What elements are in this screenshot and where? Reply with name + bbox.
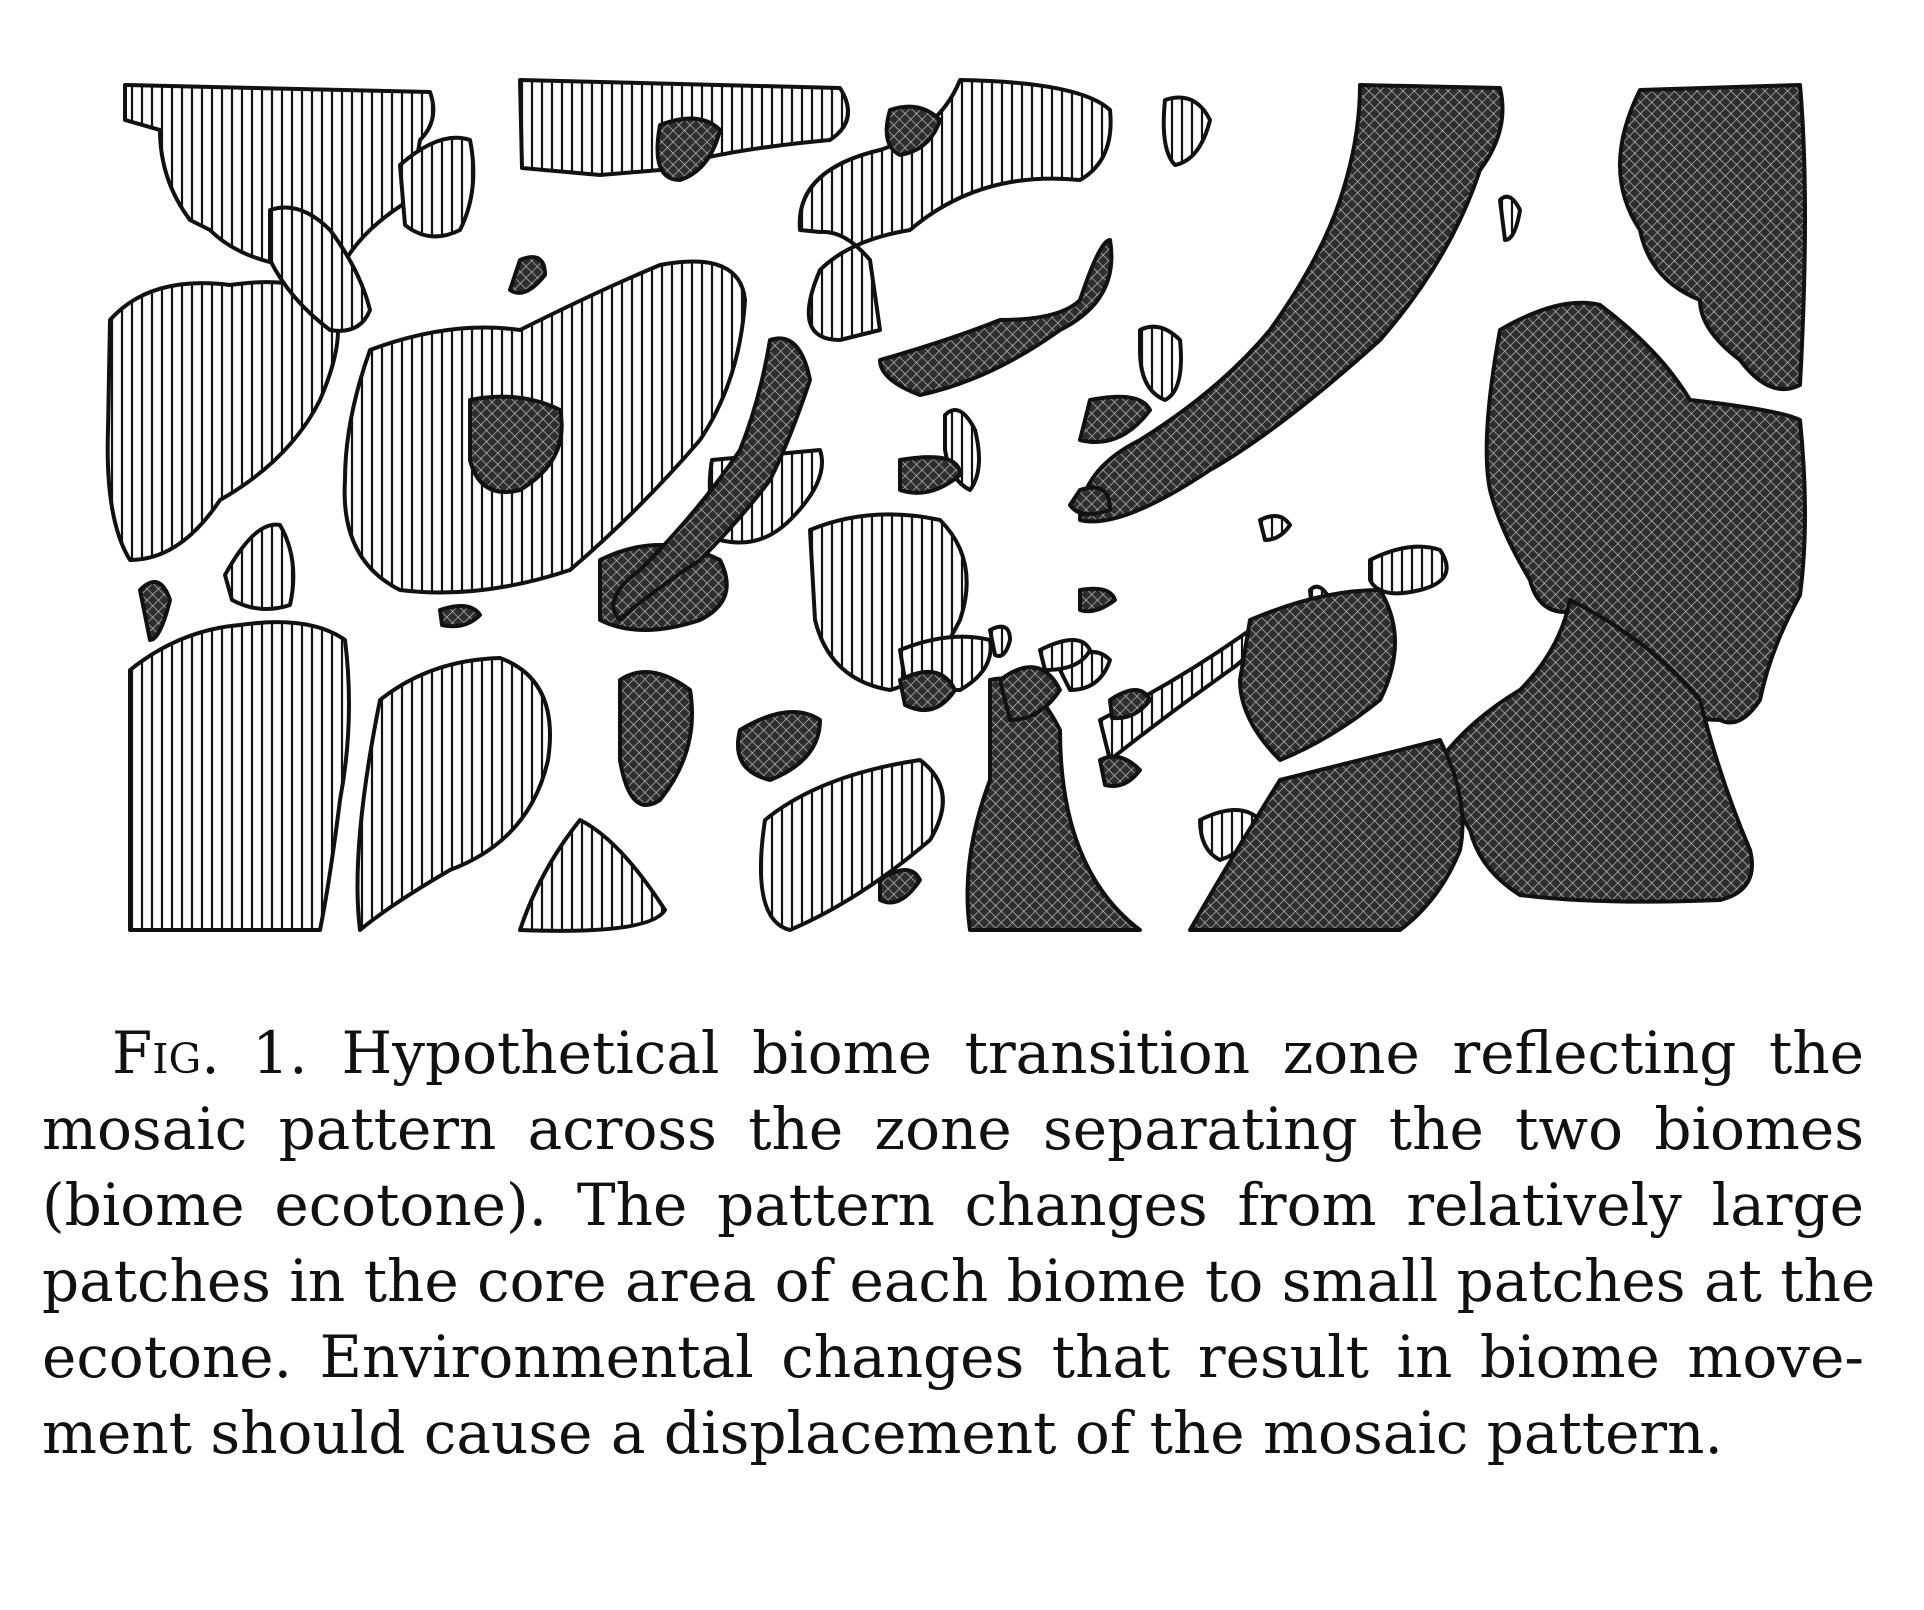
striped-patch — [761, 760, 943, 930]
striped-patch — [1260, 516, 1290, 540]
figure-label: Fig. 1. — [112, 1019, 308, 1087]
crosshatch-patch — [140, 582, 170, 640]
crosshatch-patch — [1080, 85, 1503, 521]
striped-patch — [1164, 98, 1210, 166]
caption-line: mosaic pattern across the zone separating the two biomes — [42, 1095, 1864, 1163]
striped-patch — [1370, 547, 1447, 594]
crosshatch-patch — [880, 870, 920, 903]
crosshatch-patch — [1100, 757, 1140, 786]
striped-patch — [225, 525, 293, 609]
crosshatch-patch — [900, 672, 955, 710]
striped-patch — [130, 622, 349, 930]
crosshatch-patch — [1080, 397, 1150, 442]
crosshatch-patch — [658, 119, 721, 180]
striped-patch — [1500, 197, 1520, 240]
crosshatch-patch — [1070, 488, 1110, 515]
caption-line: ecotone. Environmental changes that result in biome move- — [42, 1323, 1864, 1391]
striped-patch — [358, 658, 551, 930]
striped-patch — [990, 627, 1010, 656]
striped-patch — [520, 820, 665, 931]
caption-line: ment should cause a displacement of the mosaic pattern. — [42, 1399, 1723, 1467]
crosshatch-patch — [440, 606, 480, 626]
crosshatch-patch — [1240, 590, 1395, 760]
crosshatch-patch — [738, 712, 820, 780]
caption-line — [42, 1015, 1864, 1091]
caption-line: patches in the core area of each biome to small patches at the — [42, 1247, 1876, 1315]
caption-line: (biome ecotone). The pattern changes from relatively large — [42, 1171, 1864, 1239]
striped-patch — [108, 282, 338, 560]
caption-text: Hypothetical biome transition zone reflecting the — [341, 1019, 1864, 1087]
crosshatch-patch — [900, 457, 960, 493]
crosshatch-patch — [1620, 85, 1805, 389]
crosshatch-patch — [1080, 589, 1115, 612]
crosshatch-patch — [880, 240, 1111, 395]
figure-caption — [42, 1015, 1876, 1471]
crosshatch-patch — [620, 672, 692, 805]
striped-patch — [1140, 327, 1181, 400]
crosshatch-patch — [510, 257, 545, 293]
